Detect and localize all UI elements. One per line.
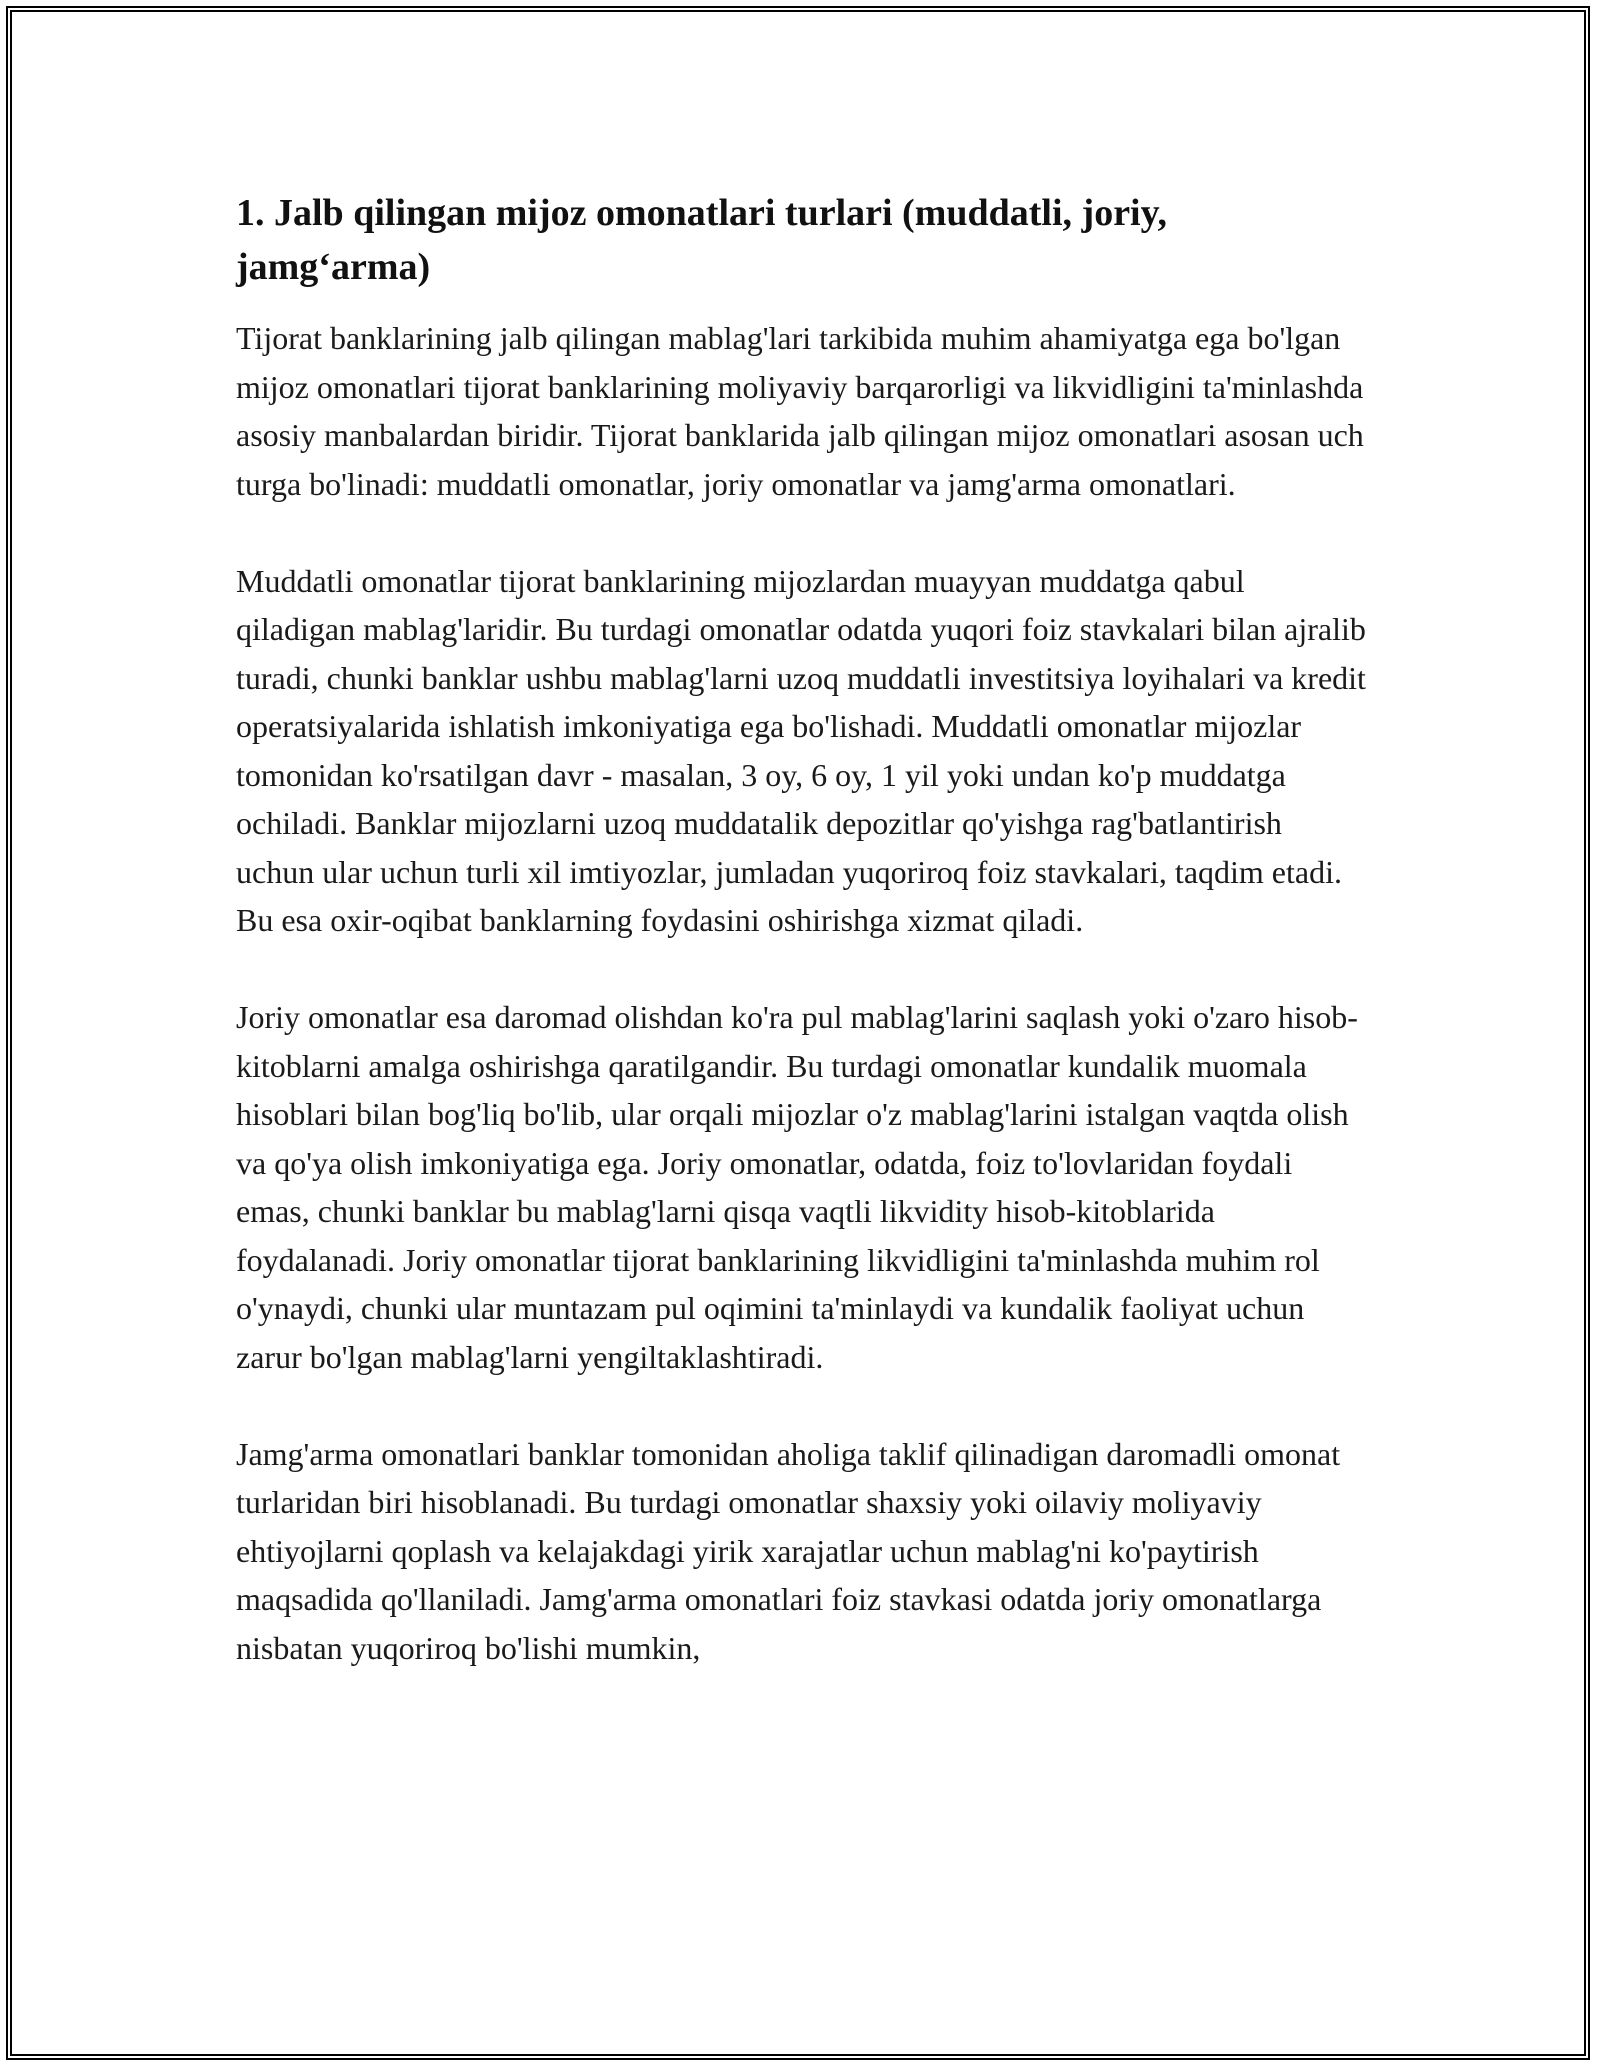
paragraph-current-deposits: Joriy omonatlar esa daromad olishdan ko'ra pul mablag'larini saqlash yoki o'zaro hisob-kitoblarni amalga oshirishga qaratilgandir. Bu turdagi omonatlar kundalik muomala hisoblari bilan bog'liq bo'lib, ular orqali mijozlar o'z mablag'larini istalgan vaqtda olish va qo'ya olish imkoniyatiga ega. Joriy omonatlar, odatda, foiz to'lovlaridan foydali emas, chunki banklar bu mablag'larni qisqa vaqtli likvidity hisob-kitoblarida foydalanadi. Joriy omonatlar tijorat banklarining likvidligini ta'minlashda muhim rol o'ynaydi, chunki ular muntazam pul oqimini ta'minlaydi va kundalik faoliyat uchun zarur bo'lgan mablag'larni yengiltaklashtiradi. [236,999,1358,1375]
paragraph-term-deposits: Muddatli omonatlar tijorat banklarining mijozlardan muayyan muddatga qabul qiladigan mablag'laridir. Bu turdagi omonatlar odatda yuqori foiz stavkalari bilan ajralib turadi, chunki banklar ushbu mablag'larni uzoq muddatli investitsiya loyihalari va kredit operatsiyalarida ishlatish imkoniyatiga ega bo'lishadi. Muddatli omonatlar mijozlar tomonidan ko'rsatilgan davr - masalan, 3 oy, 6 oy, 1 yil yoki undan ko'p muddatga ochiladi. Banklar mijozlarni uzoq muddatalik depozitlar qo'yishga rag'batlantirish uchun ular uchun turli xil imtiyozlar, jumladan yuqoriroq foiz stavkalari, taqdim etadi. Bu esa oxir-oqibat banklarning foydasini oshirishga xizmat qiladi. [236,562,1366,938]
paragraph-savings-deposits: Jamg'arma omonatlari banklar tomonidan aholiga taklif qilinadigan daromadli omonat turlaridan biri hisoblanadi. Bu turdagi omonatlar shaxsiy yoki oilaviy moliyaviy ehtiyojlarni qoplash va kelajakdagi yirik xarajatlar uchun mablag'ni ko'paytirish maqsadida qo'llaniladi. Jamg'arma omonatlari foiz stavkasi odatda joriy omonatlarga nisbatan yuqoriroq bo'lishi mumkin, [236,1435,1341,1666]
paragraph-intro: Tijorat banklarining jalb qilingan mablag'lari tarkibida muhim ahamiyatga ega bo'lgan mijoz omonatlari tijorat banklarining moliyaviy barqarorligi va likvidligini ta'minlashda asosiy manbalardan biridir. Tijorat banklarida jalb qilingan mijoz omonatlari asosan uch turga bo'linadi: muddatli omonatlar, joriy omonatlar va jamg'arma omonatlari. [236,320,1364,502]
section-heading: 1. Jalb qilingan mijoz omonatlari turlari (muddatli, joriy, jamg‘arma) [236,192,1168,288]
document-body [236,186,1366,1721]
